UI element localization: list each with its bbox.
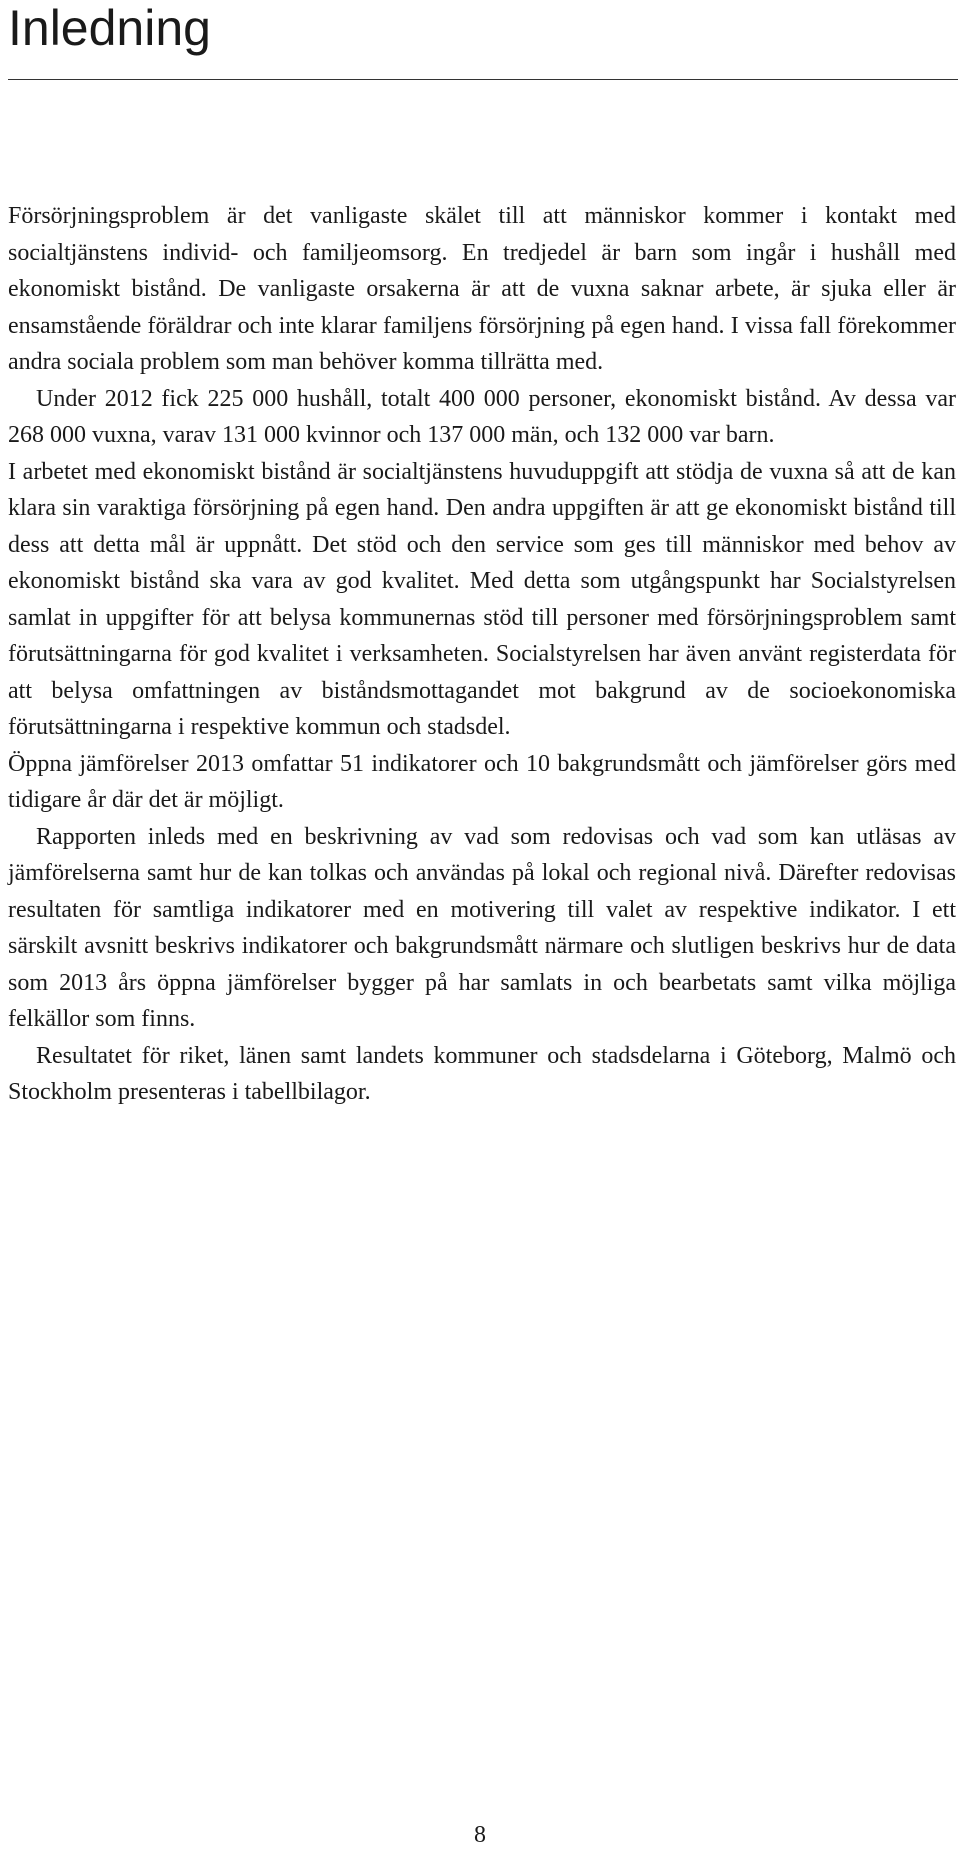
paragraph: I arbetet med ekonomiskt bistånd är socialtjänstens huvuduppgift att stödja de vuxna så att de kan klara sin varaktiga försörjning på egen hand. Den andra uppgiften är att ge ekonomiskt bistånd till dess att detta mål är uppnått. Det stöd och den service som ges till människor med behov av ekonomiskt bistånd ska vara av god kvalitet. Med detta som utgångspunkt har Socialstyrelsen samlat in uppgifter för att belysa kommunernas stöd till personer med försörjningsproblem samt förutsättningarna för god kvalitet i verksamheten. Socialstyrelsen har även använt registerdata för att belysa omfattningen av biståndsmottagandet mot bakgrund av de socioekonomiska förutsättningarna i respektive kommun och stadsdel. (8, 458, 956, 740)
paragraph: Resultatet för riket, länen samt landets kommuner och stadsdelarna i Göteborg, Malmö och Stockholm presenteras i tabellbilagor. (8, 1042, 956, 1105)
page-number: 8 (474, 1822, 486, 1848)
paragraph: Rapporten inleds med en beskrivning av vad som redovisas och vad som kan utläsas av jämförelserna samt hur de kan tolkas och användas på lokal och regional nivå. Därefter redovisas resultaten för samtliga indikatorer med en motivering till valet av respektive indikator. I ett särskilt avsnitt beskrivs indikatorer och bakgrundsmått närmare och slutligen beskrivs hur de data som 2013 års öppna jämförelser bygger på har samlats in och bearbetats samt vilka möjliga felkällor som finns. (8, 823, 956, 1032)
paragraph: Under 2012 fick 225 000 hushåll, totalt 400 000 personer, ekonomiskt bistånd. Av dessa var 268 000 vuxna, varav 131 000 kvinnor och 137 000 män, och 132 000 var barn. (8, 385, 956, 448)
heading-divider (8, 79, 958, 80)
body-text (8, 198, 956, 1111)
page-heading: Inledning (8, 0, 211, 56)
paragraph: Öppna jämförelser 2013 omfattar 51 indikatorer och 10 bakgrundsmått och jämförelser görs med tidigare år där det är möjligt. (8, 750, 956, 813)
paragraph: Försörjningsproblem är det vanligaste skälet till att människor kommer i kontakt med socialtjänstens individ- och familjeomsorg. En tredjedel är barn som ingår i hushåll med ekonomiskt bistånd. De vanligaste orsakerna är att de vuxna saknar arbete, är sjuka eller är ensamstående föräldrar och inte klarar familjens försörjning på egen hand. I vissa fall förekommer andra sociala problem som man behöver komma tillrätta med. (8, 203, 956, 375)
